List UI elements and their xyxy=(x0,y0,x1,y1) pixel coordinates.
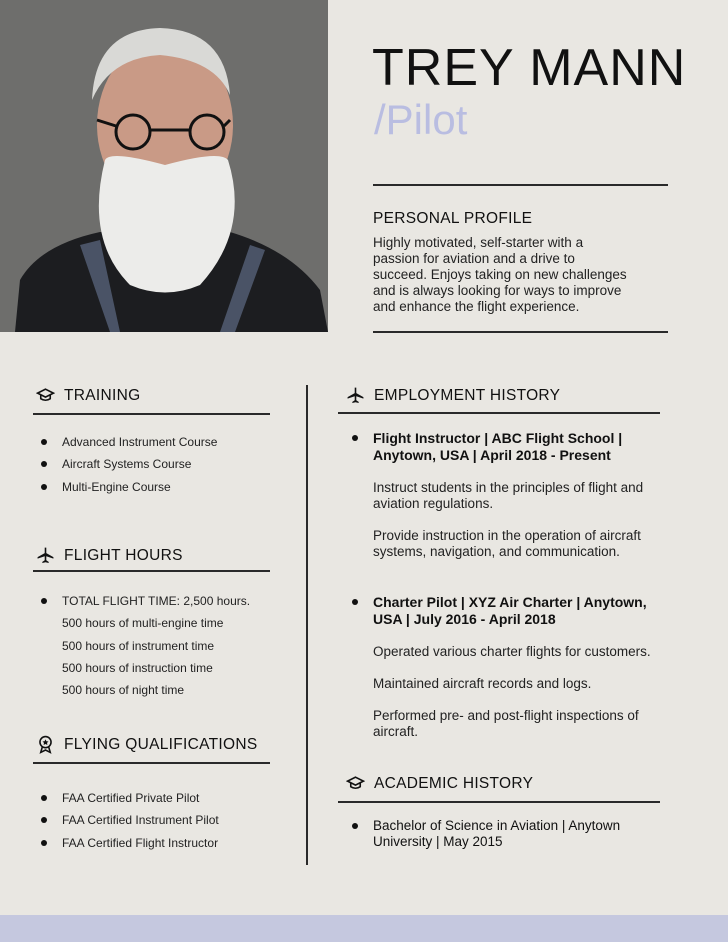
employment-heading xyxy=(346,386,560,405)
heading-text: EMPLOYMENT HISTORY xyxy=(374,386,561,404)
academic-entry xyxy=(350,818,660,850)
flight-hours-heading xyxy=(36,546,183,565)
heading-text: ACADEMIC HISTORY xyxy=(374,774,534,792)
list-item: Multi-Engine Course xyxy=(33,480,217,502)
candidate-role: /Pilot xyxy=(374,96,468,143)
list-item: Aircraft Systems Course xyxy=(33,457,217,479)
job-detail: Performed pre- and post-flight inspections of aircraft. xyxy=(373,708,639,739)
job-detail: Instruct students in the principles of flight and aviation regulations. xyxy=(373,480,644,511)
airplane-icon xyxy=(36,546,55,565)
job-detail: Operated various charter flights for customers. xyxy=(373,644,651,659)
divider xyxy=(33,413,270,415)
list-item: TOTAL FLIGHT TIME: 2,500 hours. xyxy=(33,594,250,616)
job-entry xyxy=(350,594,675,740)
profile-photo xyxy=(0,0,328,332)
profile-line: passion for aviation and a drive to xyxy=(373,251,575,266)
qualifications-list xyxy=(33,791,219,858)
footer-bar xyxy=(0,915,728,942)
heading-text: TRAINING xyxy=(64,386,141,404)
divider xyxy=(33,570,270,572)
heading-text: PERSONAL PROFILE xyxy=(373,210,533,227)
qualifications-heading xyxy=(36,735,257,754)
list-item: 500 hours of multi-engine time xyxy=(62,616,224,631)
degree: Bachelor of Science in Aviation | Anytown University | May 2015 xyxy=(350,818,660,850)
candidate-name: TREY MANN xyxy=(372,39,687,97)
heading-text: FLYING QUALIFICATIONS xyxy=(64,735,258,753)
heading-text: FLIGHT HOURS xyxy=(64,546,183,564)
training-heading xyxy=(36,386,140,405)
divider xyxy=(373,184,668,186)
profile-text xyxy=(373,235,673,315)
list-item: FAA Certified Instrument Pilot xyxy=(33,813,219,835)
divider xyxy=(373,331,668,333)
list-item: 500 hours of instrument time xyxy=(62,638,215,653)
profile-line: succeed. Enjoys taking on new challenges xyxy=(373,267,627,282)
graduation-cap-icon xyxy=(346,774,365,793)
graduation-cap-icon xyxy=(36,386,55,405)
job-detail: Provide instruction in the operation of aircraft systems, navigation, and communication. xyxy=(373,528,641,559)
profile-line: and enhance the flight experience. xyxy=(373,299,580,314)
job-detail: Maintained aircraft records and logs. xyxy=(373,676,592,691)
list-item: FAA Certified Flight Instructor xyxy=(33,836,219,858)
list-item: 500 hours of instruction time xyxy=(62,660,213,675)
award-badge-icon xyxy=(36,735,55,754)
divider xyxy=(338,801,660,803)
profile-heading xyxy=(373,210,532,228)
academic-heading xyxy=(346,774,533,793)
airplane-icon xyxy=(346,386,365,405)
profile-line: and is always looking for ways to improve xyxy=(373,283,622,298)
profile-line: Highly motivated, self-starter with a xyxy=(373,235,584,250)
list-item: 500 hours of night time xyxy=(62,683,185,698)
divider xyxy=(33,762,270,764)
training-list xyxy=(33,435,217,502)
job-title: Charter Pilot | XYZ Air Charter | Anytown, USA | July 2016 - April 2018 xyxy=(350,594,675,628)
list-item: FAA Certified Private Pilot xyxy=(33,791,219,813)
column-divider xyxy=(306,385,308,865)
divider xyxy=(338,412,660,414)
flight-hours-list xyxy=(33,594,250,705)
job-title: Flight Instructor | ABC Flight School | Anytown, USA | April 2018 - Present xyxy=(350,430,680,464)
job-entry xyxy=(350,430,680,560)
list-item: Advanced Instrument Course xyxy=(33,435,217,457)
